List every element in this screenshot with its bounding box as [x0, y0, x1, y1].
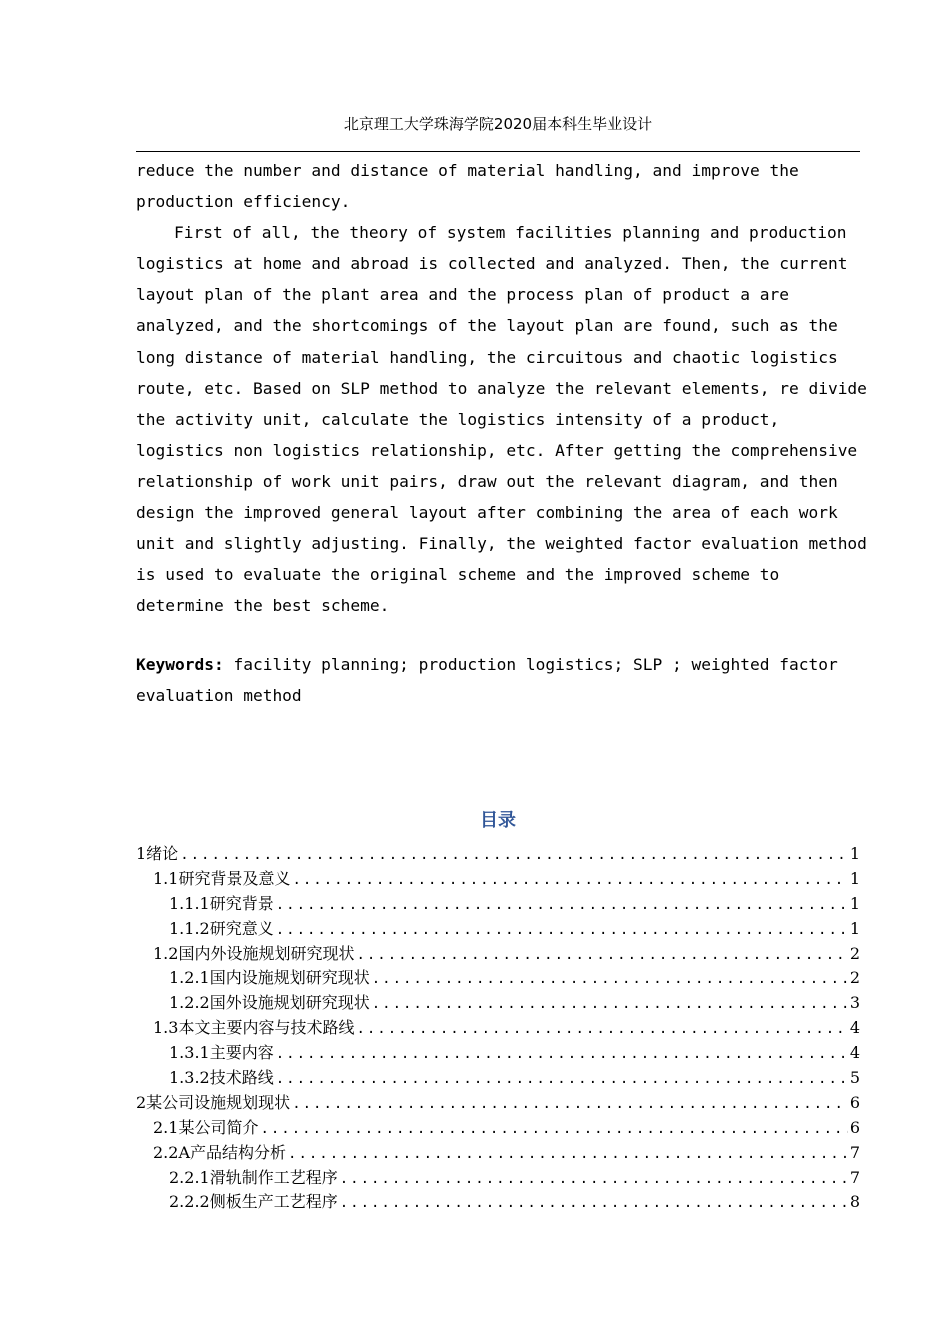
toc-leader-dots	[288, 1142, 848, 1167]
toc-entry[interactable]	[136, 1091, 860, 1116]
toc-page-number: 6	[849, 1092, 860, 1112]
toc-entry-text: 2某公司设施规划现状	[136, 1092, 291, 1112]
abstract-line: production efficiency.	[136, 192, 351, 212]
toc-leader-dots	[356, 1017, 847, 1042]
toc-leader-dots	[356, 943, 847, 968]
toc-entry[interactable]	[136, 1016, 860, 1041]
toc-page-number: 4	[849, 1043, 860, 1063]
toc-entry-text: 1.1研究背景及意义	[153, 868, 291, 888]
abstract-line: analyzed, and the shortcomings of the layout plan are found, such as the	[136, 316, 838, 336]
toc-entry[interactable]	[136, 842, 860, 867]
keywords-text: facility planning; production logistics; SLP ; weighted factor	[223, 655, 838, 674]
abstract-body	[136, 155, 867, 621]
abstract-line: relationship of work unit pairs, draw out the relevant diagram, and then	[136, 471, 838, 491]
toc-entry[interactable]	[136, 1116, 860, 1141]
toc-leader-dots	[276, 1067, 848, 1092]
toc-leader-dots	[340, 1167, 848, 1192]
page-header: 北京理工大学珠海学院2020届本科生毕业设计	[343, 115, 653, 133]
toc-entry-text: 1.2国内外设施规划研究现状	[153, 943, 355, 963]
toc-entry-text: 1.1.1研究背景	[169, 893, 274, 913]
toc-entry[interactable]	[136, 966, 860, 991]
toc-page-number: 1	[849, 844, 860, 863]
toc-entry-text: 1.2.1国内设施规划研究现状	[169, 968, 370, 988]
keywords-label: Keywords:	[136, 655, 224, 674]
toc-entry-text: 1.3本文主要内容与技术路线	[153, 1018, 355, 1038]
toc-entry-text: 1.3.2技术路线	[169, 1068, 274, 1088]
toc-entry[interactable]	[136, 917, 860, 942]
toc-entry-text: 1.3.1主要内容	[169, 1043, 274, 1063]
toc-entry[interactable]	[136, 1141, 860, 1166]
toc-leader-dots	[292, 1092, 848, 1117]
toc-entry[interactable]	[136, 1041, 860, 1066]
toc-page-number: 7	[849, 1142, 860, 1162]
toc-entry-text: 1.2.2国外设施规划研究现状	[169, 993, 370, 1013]
toc-leader-dots	[340, 1191, 848, 1216]
toc-page-number: 6	[849, 1117, 860, 1137]
abstract-line: First of all, the theory of system facilities planning and production	[174, 223, 847, 243]
toc-page-number: 1	[849, 918, 860, 938]
toc-entry[interactable]	[136, 1166, 860, 1191]
toc-leader-dots	[276, 1042, 848, 1067]
header-divider	[136, 151, 860, 152]
toc-entry[interactable]	[136, 1066, 860, 1091]
keywords-line	[136, 649, 860, 680]
toc-page-number: 2	[849, 968, 860, 988]
abstract-line: logistics non logistics relationship, etc. After getting the comprehensive	[136, 440, 858, 460]
keywords-line-2: evaluation method	[136, 686, 302, 706]
abstract-line: long distance of material handling, the circuitous and chaotic logistics	[136, 347, 838, 367]
abstract-line: logistics at home and abroad is collected and analyzed. Then, the current	[136, 254, 848, 274]
toc-page-number: 5	[849, 1068, 860, 1088]
toc-entry[interactable]	[136, 942, 860, 967]
abstract-line: reduce the number and distance of material handling, and improve the	[136, 161, 799, 180]
toc-page-number: 2	[849, 943, 860, 963]
toc-leader-dots	[372, 992, 848, 1017]
toc-entry-text: 2.2.2侧板生产工艺程序	[169, 1192, 338, 1212]
abstract-line: determine the best scheme.	[136, 596, 390, 616]
abstract-line: design the improved general layout after combining the area of each work	[136, 503, 838, 523]
toc-entry[interactable]	[136, 991, 860, 1016]
toc-page-number: 1	[849, 893, 860, 913]
toc-page-number: 4	[849, 1018, 860, 1038]
toc-entry[interactable]	[136, 1190, 860, 1215]
toc-entry-text: 1.1.2研究意义	[169, 918, 274, 938]
toc-entry-text: 2.2.1滑轨制作工艺程序	[169, 1167, 338, 1187]
toc-leader-dots	[276, 893, 848, 918]
toc-page-number: 3	[849, 993, 860, 1013]
abstract-line: layout plan of the plant area and the process plan of product a are	[136, 285, 789, 305]
toc-page-number: 8	[849, 1192, 860, 1212]
abstract-line: route, etc. Based on SLP method to analyze the relevant elements, re divide	[136, 378, 867, 398]
keywords-block	[136, 649, 860, 711]
toc-leader-dots	[180, 843, 848, 868]
toc-entry[interactable]	[136, 892, 860, 917]
toc-leader-dots	[260, 1117, 847, 1142]
toc-page-number: 1	[849, 868, 860, 888]
toc-leader-dots	[372, 967, 848, 992]
toc-entry-text: 1绪论	[136, 844, 179, 863]
toc-title: 目录	[480, 810, 516, 831]
toc-leader-dots	[292, 868, 847, 893]
abstract-line: unit and slightly adjusting. Finally, the weighted factor evaluation method	[136, 534, 867, 554]
toc-leader-dots	[276, 918, 848, 943]
toc-entry-text: 2.1某公司简介	[153, 1117, 259, 1137]
table-of-contents	[136, 842, 860, 1215]
abstract-line: the activity unit, calculate the logistics intensity of a product,	[136, 409, 780, 429]
toc-entry[interactable]	[136, 867, 860, 892]
toc-entry-text: 2.2A产品结构分析	[153, 1142, 287, 1162]
abstract-line: is used to evaluate the original scheme and the improved scheme to	[136, 565, 780, 585]
toc-page-number: 7	[849, 1167, 860, 1187]
